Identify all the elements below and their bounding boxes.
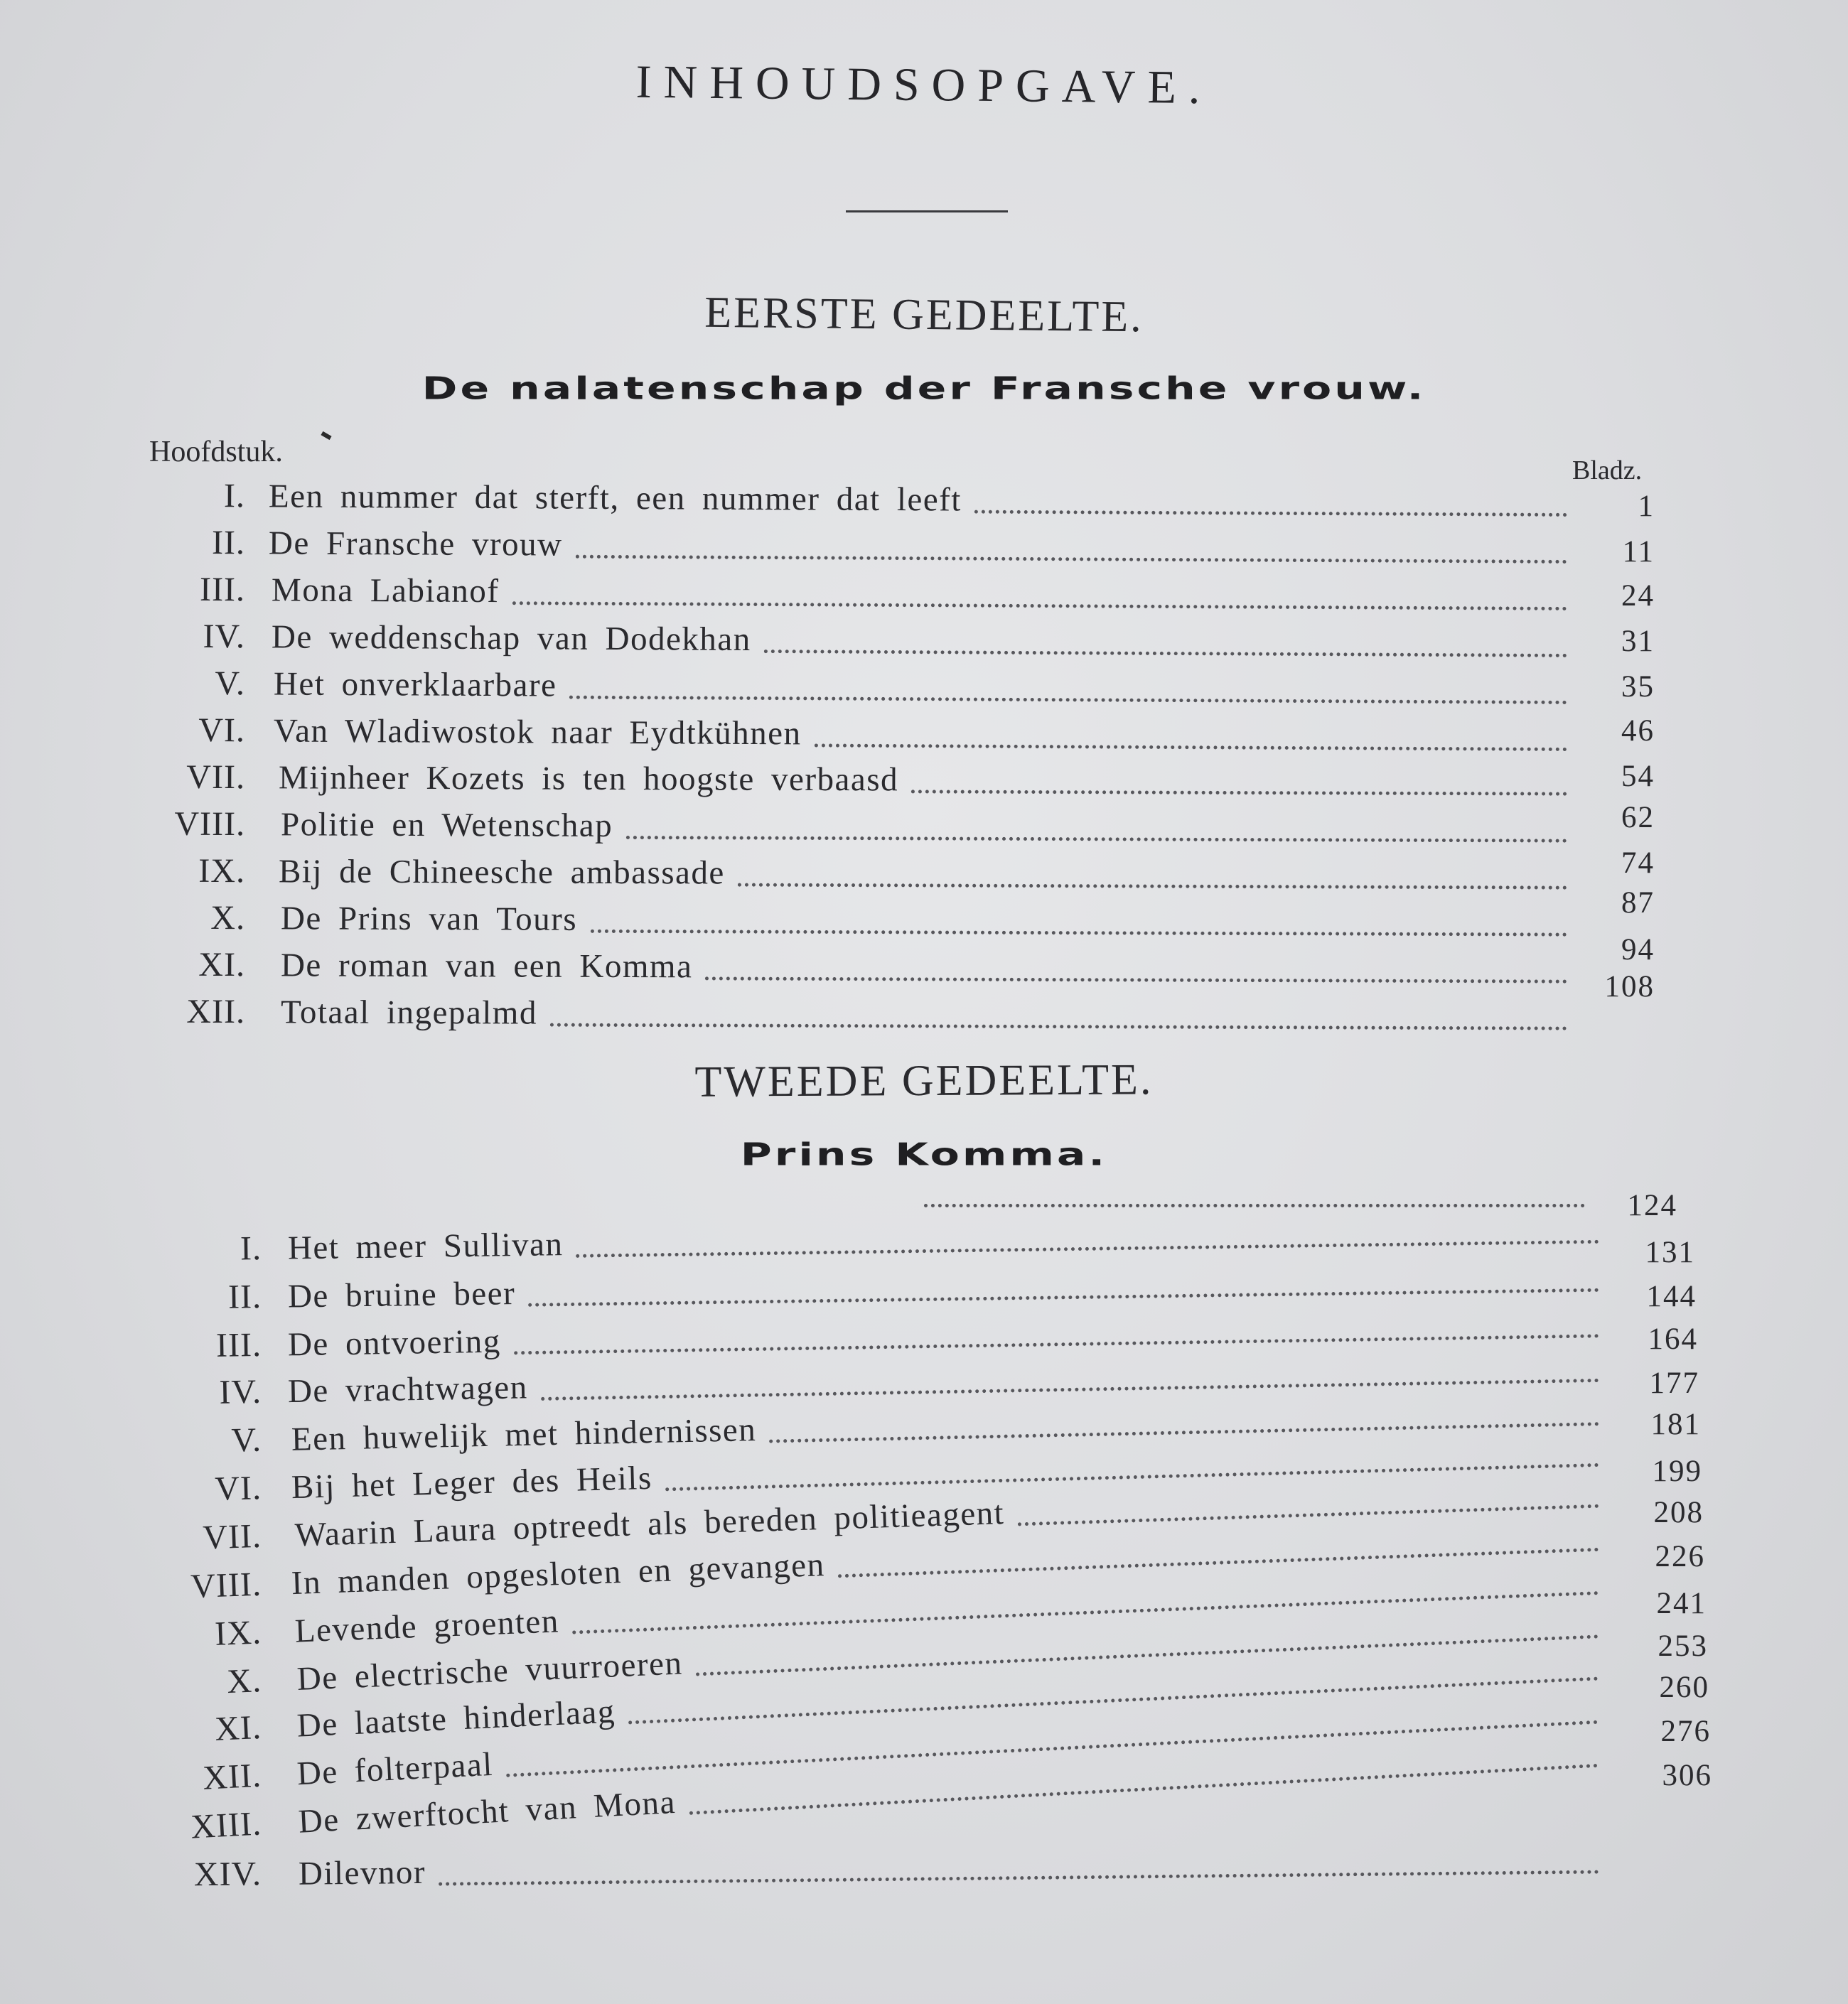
chapter-title: De laatste hinderlaag xyxy=(296,1693,616,1745)
chapter-title: Het meer Sullivan xyxy=(287,1226,564,1267)
toc-entry xyxy=(0,614,1848,667)
part-2-intro-page: 124 xyxy=(1627,1189,1677,1222)
chapter-page-number: 24 xyxy=(1621,579,1655,613)
chapter-title: De bruine beer xyxy=(287,1275,516,1315)
chapter-number: II. xyxy=(227,1278,262,1316)
dot-leader xyxy=(569,689,1567,704)
chapter-page-number: 74 xyxy=(1621,846,1655,880)
chapter-number: V. xyxy=(215,664,246,703)
chapter-column-label: Hoofdstuk. xyxy=(149,436,283,468)
chapter-title: De roman van een Komma xyxy=(280,947,693,986)
ink-mark xyxy=(321,431,331,440)
chapter-title: Bij de Chineesche ambassade xyxy=(278,853,725,892)
toc-entry xyxy=(0,755,1848,804)
part-1-title: EERSTE GEDEELTE. xyxy=(704,288,1144,342)
part-1-subtitle: De nalatenschap der Fransche vrouw. xyxy=(421,370,1427,407)
chapter-title: De ontvoering xyxy=(287,1322,502,1364)
chapter-number: X. xyxy=(210,898,246,937)
chapter-number: XII. xyxy=(202,1756,263,1797)
chapter-number: IV. xyxy=(219,1372,262,1411)
chapter-number: XI. xyxy=(198,945,246,984)
dot-leader xyxy=(528,1281,1599,1307)
chapter-page-number: 276 xyxy=(1660,1715,1711,1748)
chapter-title: De weddenschap van Dodekhan xyxy=(271,618,751,658)
toc-entry xyxy=(0,943,1848,992)
chapter-number: VIII. xyxy=(174,804,246,844)
chapter-number: VIII. xyxy=(190,1565,262,1606)
chapter-number: IV. xyxy=(203,617,246,656)
chapter-number: II. xyxy=(211,523,246,562)
chapter-title: De vrachtwagen xyxy=(287,1369,529,1411)
chapter-title: De Prins van Tours xyxy=(280,900,578,938)
toc-entry xyxy=(0,473,1848,526)
chapter-page-number: 31 xyxy=(1621,625,1655,658)
chapter-title: Mona Labianof xyxy=(271,571,500,610)
chapter-page-number: 144 xyxy=(1646,1280,1697,1313)
chapter-number: IX. xyxy=(214,1613,262,1653)
chapter-title: Het onverklaarbare xyxy=(273,665,557,704)
chapter-title: De Fransche vrouw xyxy=(268,524,563,564)
part-2-title: TWEEDE GEDEELTE. xyxy=(694,1055,1154,1106)
chapter-page-number: 306 xyxy=(1662,1759,1712,1792)
chapter-number: III. xyxy=(199,570,246,609)
dot-leader xyxy=(575,548,1567,564)
chapter-title: Bij het Leger des Heils xyxy=(291,1459,653,1507)
chapter-page-number: 35 xyxy=(1621,670,1655,704)
dot-leader xyxy=(974,503,1567,517)
page-title: INHOUDSOPGAVE. xyxy=(635,55,1213,114)
toc-entry xyxy=(0,708,1848,760)
chapter-title: Een huwelijk met hindernissen xyxy=(291,1411,757,1458)
chapter-page-number: 131 xyxy=(1645,1236,1695,1269)
toc-entry xyxy=(0,661,1848,713)
toc-entry xyxy=(0,567,1848,620)
toc-entry xyxy=(0,849,1848,898)
chapter-number: V. xyxy=(230,1421,262,1460)
dot-leader xyxy=(815,736,1567,751)
chapter-page-number: 241 xyxy=(1656,1587,1707,1620)
chapter-title: Politie en Wetenschap xyxy=(280,806,613,844)
dot-leader xyxy=(911,782,1567,795)
chapter-title: De folterpaal xyxy=(296,1745,494,1793)
part-2-intro-leader xyxy=(924,1197,1585,1207)
dot-leader xyxy=(591,922,1567,937)
chapter-number: VII. xyxy=(202,1517,262,1557)
dot-leader xyxy=(626,829,1567,843)
chapter-number: III. xyxy=(215,1325,262,1364)
chapter-title: Dilevnor xyxy=(298,1853,426,1892)
chapter-number: VII. xyxy=(186,758,246,797)
chapter-title: Levende groenten xyxy=(294,1602,560,1650)
chapter-page-number: 94 xyxy=(1621,933,1655,966)
dot-leader xyxy=(705,969,1567,983)
toc-entry xyxy=(0,990,1848,1039)
dot-leader xyxy=(439,1863,1599,1886)
chapter-page-number: 260 xyxy=(1659,1671,1709,1704)
chapter-page-number: 54 xyxy=(1621,760,1655,793)
dot-leader xyxy=(738,876,1567,890)
chapter-title: Een nummer dat sterft, een nummer dat leeft xyxy=(268,478,962,519)
dot-leader xyxy=(550,1016,1567,1030)
chapter-number: X. xyxy=(226,1661,263,1701)
toc-entry xyxy=(0,802,1848,851)
page-column-label: Bladz. xyxy=(1572,456,1643,485)
chapter-page-number: 11 xyxy=(1622,535,1655,569)
chapter-number: VI. xyxy=(198,711,246,750)
chapter-page-number: 62 xyxy=(1621,801,1655,834)
chapter-page-number: 253 xyxy=(1658,1629,1708,1663)
chapter-title: De zwerftocht van Mona xyxy=(297,1783,677,1841)
chapter-page-number: 87 xyxy=(1621,886,1655,920)
chapter-title: De electrische vuurroeren xyxy=(296,1644,684,1698)
chapter-title: Totaal ingepalmd xyxy=(280,993,538,1032)
chapter-page-number: 177 xyxy=(1649,1367,1699,1400)
dot-leader xyxy=(512,594,1567,610)
chapter-number: I. xyxy=(223,477,246,515)
toc-entry xyxy=(0,520,1848,573)
chapter-page-number: 46 xyxy=(1621,714,1655,748)
chapter-number: XIV. xyxy=(193,1855,262,1894)
chapter-title: Mijnheer Kozets is ten hoogste verbaasd xyxy=(278,759,899,799)
toc-entry xyxy=(0,896,1848,945)
dot-leader xyxy=(576,1233,1599,1258)
dot-leader xyxy=(764,642,1567,657)
chapter-page-number: 199 xyxy=(1652,1455,1702,1488)
chapter-title: In manden opgesloten en gevangen xyxy=(291,1546,826,1602)
toc-entry xyxy=(0,1836,1848,1898)
part-2-subtitle: Prins Komma. xyxy=(740,1136,1108,1173)
chapter-page-number: 226 xyxy=(1655,1540,1705,1573)
chapter-page-number: 108 xyxy=(1604,970,1655,1003)
chapter-number: XIII. xyxy=(190,1804,263,1846)
chapter-title: Waarin Laura optreedt als bereden politieagent xyxy=(294,1494,1005,1554)
chapter-number: I. xyxy=(240,1229,262,1268)
chapter-page-number: 1 xyxy=(1638,490,1655,523)
chapter-page-number: 181 xyxy=(1650,1408,1701,1441)
chapter-page-number: 208 xyxy=(1653,1496,1704,1529)
chapter-page-number: 164 xyxy=(1648,1322,1698,1356)
chapter-number: XI. xyxy=(214,1708,263,1748)
chapter-number: IX. xyxy=(198,851,246,890)
chapter-number: XII. xyxy=(186,992,246,1031)
chapter-number: VI. xyxy=(214,1469,262,1508)
chapter-title: Van Wladiwostok naar Eydtkühnen xyxy=(273,712,802,753)
title-rule xyxy=(846,210,1008,212)
